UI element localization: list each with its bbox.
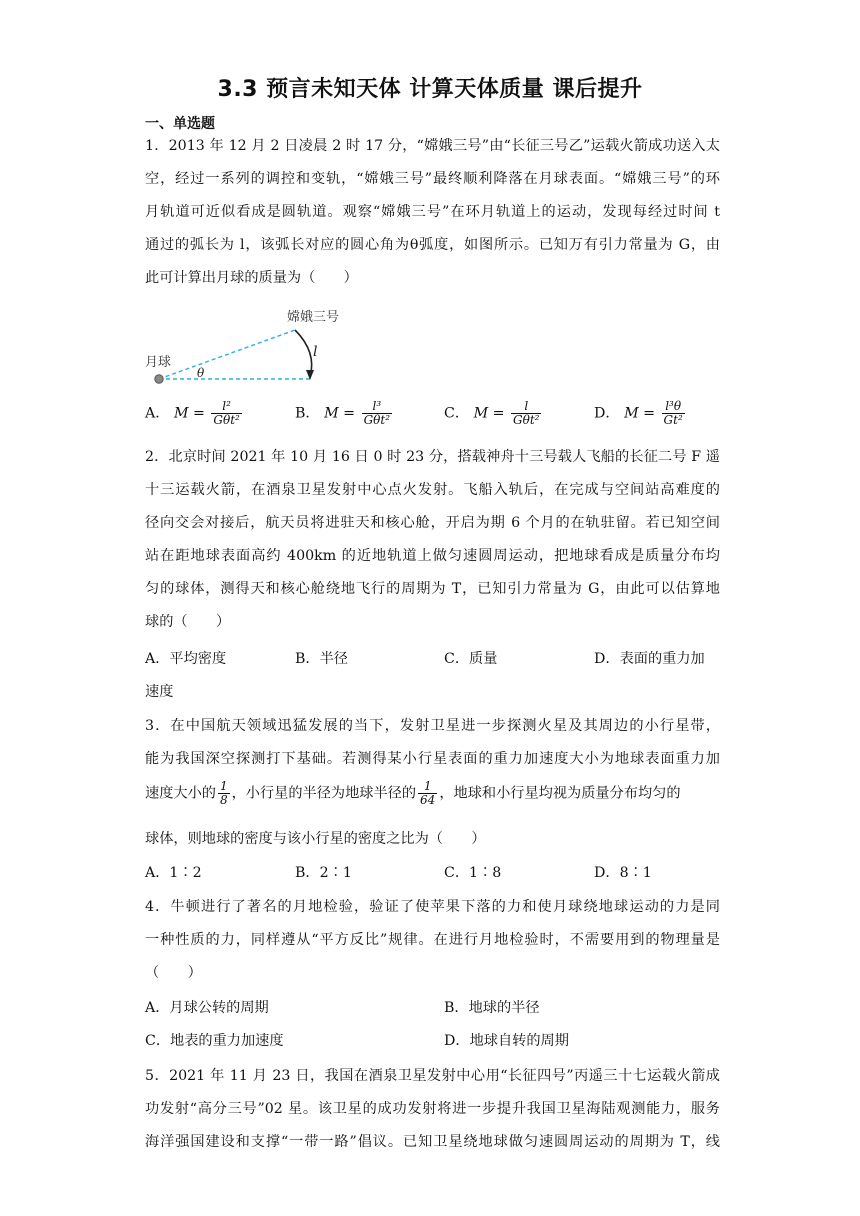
q4-line-3: （ ） [145,965,202,981]
page-title: 3.3 预言未知天体 计算天体质量 课后提升 [217,77,643,102]
option-fraction: $\frac{\text{l³}}{\text{Gθt²}}$ [363,399,391,427]
q2-line-2: 十三运载火箭，在酒泉卫星发射中心点火发射。飞船入轨后，在完成与空间站高难度的 [145,482,720,498]
option-fraction: $\frac{\text{l²}}{\text{Gθt²}}$ [213,399,240,427]
q1-line-4: 通过的弧长为 l，该弧长对应的圆心角为θ弧度，如图所示。已知万有引力常量为 G，由 [145,237,720,253]
moon-label: 月球 [145,355,172,370]
q4-line-2: 一种性质的力，同样遵从“平方反比”规律。在进行月地检验时，不需要用到的物理量是 [145,932,720,948]
q5-line-2: 功发射“高分三号”02 星。该卫星的成功发射将进一步提升我国卫星海陆观测能力，服务 [145,1101,720,1117]
option-lhs: M = [173,405,205,422]
q3-option-b[interactable]: B．2∶1 [295,865,352,881]
probe-label: 嫦娥三号 [287,310,340,325]
q3-fraction-2: $\frac{1}{64}$ [420,779,436,807]
q3-text-a: 速度大小的 [145,785,216,802]
q2-line-4: 站在距地球表面高约 400km 的近地轨道上做匀速圆周运动，把地球看成是质量分布均 [145,548,720,564]
q4-option-c[interactable]: C．地表的重力加速度 [145,1033,284,1049]
moon-dot [155,375,163,383]
q1-line-3: 月轨道可近似看成是圆轨道。观察“嫦娥三号”在环月轨道上的运动，发现每经过时间 t [145,204,720,220]
q2-line-1: 2．北京时间 2021 年 10 月 16 日 0 时 23 分，搭载神舟十三号载人飞船的长征二号 F 遥 [145,449,720,465]
option-letter: C． [444,405,470,422]
option-fraction: $\frac{\text{l³θ}}{\text{Gt²}}$ [663,399,683,427]
q3-line-3 [145,780,720,807]
q1-option-c[interactable] [444,400,543,427]
q3-fraction-1: $\frac{1}{8}$ [219,779,228,807]
q1-option-a[interactable] [145,400,244,427]
section-heading: 一、单选题 [145,116,215,132]
q2-option-c[interactable]: C．质量 [444,651,498,667]
q2-option-a[interactable]: A．平均密度 [145,651,227,667]
option-letter: A． [145,405,170,422]
q5-line-3: 海洋强国建设和支撑“一带一路”倡议。已知卫星绕地球做匀速圆周运动的周期为 T，线 [145,1134,720,1150]
q1-option-d[interactable] [594,400,687,427]
q1-figure [145,304,365,394]
radius-line-top [159,330,295,379]
q1-line-1: 1．2013 年 12 月 2 日凌晨 2 时 17 分，“嫦娥三号”由“长征三号乙”运载火箭成功送入太 [145,138,720,154]
q4-option-d[interactable]: D．地球自转的周期 [444,1033,569,1049]
q2-line-5: 匀的球体，测得天和核心舱绕地飞行的周期为 T，已知引力常量为 G，由此可以估算地 [145,581,720,597]
q3-option-c[interactable]: C．1∶8 [444,865,502,881]
option-letter: D． [594,405,620,422]
option-fraction: $\frac{l}{\text{Gθt²}}$ [513,399,540,427]
q1-option-b[interactable] [295,400,394,427]
q2-line-3: 径向交会对接后，航天员将进驻天和核心舱，开启为期 6 个月的在轨驻留。若已知空间 [145,515,720,531]
option-lhs: M = [473,405,505,422]
q3-text-b: ，小行星的半径为地球半径的 [231,785,417,802]
option-lhs: M = [624,405,656,422]
q3-option-a[interactable]: A．1∶2 [145,865,202,881]
q2-option-d-continued: 速度 [145,684,174,700]
orbit-arc [295,330,312,377]
q3-line-2: 能为我国深空探测打下基础。若测得某小行星表面的重力加速度大小为地球表面重力加 [145,751,720,767]
q1-line-2: 空，经过一系列的调控和变轨，“嫦娥三号”最终顺利降落在月球表面。“嫦娥三号”的环 [145,171,720,187]
q4-option-a[interactable]: A．月球公转的周期 [145,1000,269,1016]
q3-line-1: 3．在中国航天领域迅猛发展的当下，发射卫星进一步探测火星及其周边的小行星带， [145,718,720,734]
q2-line-6: 球的（ ） [145,614,231,630]
q5-line-1: 5．2021 年 11 月 23 日，我国在酒泉卫星发射中心用“长征四号”丙遥三十七运载火箭成 [145,1068,720,1084]
option-lhs: M = [324,405,356,422]
angle-label: θ [197,366,205,380]
q3-option-d[interactable]: D．8∶1 [594,865,652,881]
q4-line-1: 4．牛顿进行了著名的月地检验，验证了使苹果下落的力和使月球绕地球运动的力是同 [145,899,720,915]
arc-label: l [313,344,318,360]
q2-option-b[interactable]: B．半径 [295,651,348,667]
q4-option-b[interactable]: B．地球的半径 [444,1000,540,1016]
q2-option-d[interactable]: D．表面的重力加 [594,651,705,667]
q3-line-4: 球体，则地球的密度与该小行星的密度之比为（ ） [145,831,486,847]
q3-text-c: ，地球和小行星均视为质量分布均匀的 [439,785,681,802]
option-letter: B． [295,405,320,422]
q1-line-5: 此可计算出月球的质量为（ ） [145,270,358,286]
